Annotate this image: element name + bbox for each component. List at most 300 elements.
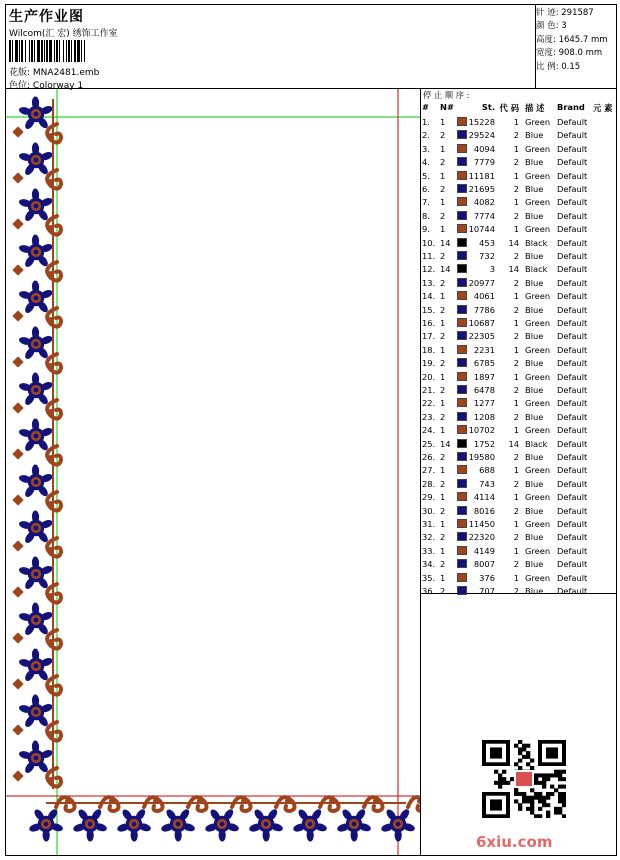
accent-diamond (12, 632, 23, 643)
scroll-curl (47, 584, 61, 603)
row-brand: Default (557, 251, 588, 261)
row-stitches: 707 (479, 586, 495, 596)
row-needle: 1 (440, 143, 446, 154)
qr-module (554, 773, 558, 777)
row-stitches: 732 (479, 251, 495, 261)
row-needle: 1 (440, 224, 446, 235)
color-swatch (457, 130, 467, 139)
row-needle: 2 (440, 586, 446, 596)
qr-finder-core (490, 799, 502, 810)
file-label: 花版: (9, 68, 31, 78)
row-needle: 1 (440, 545, 446, 556)
row-code: 2 (513, 304, 519, 315)
sequence-row (421, 451, 617, 464)
row-code: 14 (508, 264, 519, 275)
design-width: 宽度: 908.0 mm (536, 48, 603, 59)
qr-module (526, 744, 530, 748)
scroll-curl (47, 722, 61, 741)
scroll-curl (47, 538, 61, 557)
row-number: 30. (422, 505, 436, 516)
row-code: 2 (513, 478, 519, 489)
row-needle: 2 (440, 358, 446, 369)
row-number: 29. (422, 492, 436, 503)
row-code: 1 (513, 170, 519, 181)
row-code: 2 (513, 130, 519, 141)
row-number: 2. (422, 130, 430, 141)
row-code: 1 (513, 117, 519, 127)
qr-module (530, 803, 534, 807)
row-code: 2 (513, 452, 519, 462)
row-number: 24. (422, 425, 436, 436)
row-description: Green (525, 318, 551, 328)
row-brand: Default (557, 465, 588, 476)
color-swatch (457, 144, 467, 153)
row-brand: Default (557, 438, 588, 449)
rosette-center (34, 388, 39, 393)
row-code: 1 (513, 318, 519, 328)
qr-module (554, 807, 558, 811)
qr-module (554, 770, 558, 774)
row-needle: 1 (440, 519, 446, 529)
row-stitches: 4094 (473, 143, 495, 154)
header-brand: Brand (557, 102, 585, 112)
accent-diamond (12, 356, 23, 367)
qr-module (506, 781, 510, 785)
row-brand: Default (557, 304, 588, 315)
color-swatch (457, 264, 467, 273)
accent-diamond (12, 172, 23, 183)
row-brand: Default (557, 505, 588, 516)
row-code: 14 (508, 237, 519, 248)
row-stitches: 1277 (473, 398, 495, 409)
qr-module (526, 796, 530, 800)
stop-sequence-title: 停 止 顺 序 : (423, 90, 470, 100)
stitch-count: 针 迹: 291587 (536, 8, 594, 18)
row-stitches: 10744 (468, 224, 495, 235)
row-stitches: 8016 (473, 505, 495, 516)
color-swatch (457, 345, 467, 354)
sequence-row (421, 277, 617, 290)
sequence-row (421, 210, 617, 223)
qr-module (514, 788, 518, 792)
row-brand: Default (557, 371, 588, 382)
color-swatch (457, 412, 467, 421)
scroll-curl (188, 797, 207, 811)
qr-module (546, 803, 550, 807)
row-description: Blue (525, 331, 544, 342)
qr-module (502, 781, 506, 785)
rosette-center (34, 618, 39, 623)
accent-diamond (12, 540, 23, 551)
row-needle: 14 (440, 438, 451, 449)
design-info (534, 5, 616, 89)
qr-module (558, 770, 562, 774)
sheet-title: 生产作业图 (9, 9, 84, 25)
qr-module (542, 796, 546, 800)
row-code: 2 (513, 385, 519, 395)
row-description: Green (525, 291, 551, 302)
row-brand: Default (557, 197, 588, 208)
row-number: 15. (422, 304, 436, 315)
color-swatch (457, 117, 467, 126)
row-number: 9. (422, 224, 430, 235)
qr-module (562, 799, 566, 803)
row-stitches: 1752 (473, 438, 495, 449)
row-stitches: 376 (479, 572, 495, 583)
row-number: 1. (422, 117, 430, 127)
qr-module (542, 781, 546, 785)
row-brand: Default (557, 331, 588, 342)
row-number: 6. (422, 184, 430, 194)
sequence-row (421, 491, 617, 504)
sequence-row (421, 464, 617, 477)
row-description: Green (525, 572, 551, 583)
qr-module (498, 781, 502, 785)
color-swatch (457, 465, 467, 474)
row-brand: Default (557, 130, 588, 141)
rosette-center (88, 822, 93, 827)
row-description: Blue (525, 130, 544, 141)
qr-module (522, 747, 526, 751)
row-number: 3. (422, 143, 430, 154)
row-needle: 14 (440, 237, 451, 248)
colorway-label: 色位: (9, 81, 31, 91)
row-needle: 2 (440, 452, 446, 462)
qr-module (546, 796, 550, 800)
qr-module (526, 762, 530, 766)
accent-diamond (12, 448, 23, 459)
row-brand: Default (557, 143, 588, 154)
row-number: 17. (422, 331, 436, 342)
row-needle: 1 (440, 291, 446, 302)
row-stitches: 10702 (468, 425, 495, 436)
color-swatch (457, 479, 467, 488)
row-brand: Default (557, 545, 588, 556)
qr-module (518, 792, 522, 796)
qr-module (518, 807, 522, 811)
row-number: 25. (422, 438, 436, 449)
rosette-center (176, 822, 181, 827)
scroll-curl (47, 492, 61, 511)
qr-module (522, 792, 526, 796)
row-brand: Default (557, 117, 588, 127)
color-swatch (457, 559, 467, 568)
row-code: 2 (513, 411, 519, 422)
scroll-curl (364, 797, 383, 811)
color-swatch (457, 184, 467, 193)
scroll-curl (47, 400, 61, 419)
qr-module (558, 811, 562, 815)
row-code: 2 (513, 331, 519, 342)
qr-module (514, 762, 518, 766)
row-description: Green (525, 545, 551, 556)
qr-module (530, 788, 534, 792)
rosette-center (308, 822, 313, 827)
row-number: 26. (422, 452, 436, 462)
header-description: 描 述 (525, 103, 545, 113)
row-code: 1 (513, 545, 519, 556)
rosette-center (352, 822, 357, 827)
file-name: MNA2481.emb (32, 68, 100, 78)
row-brand: Default (557, 452, 588, 462)
color-swatch (457, 532, 467, 541)
design-height: 高度: 1645.7 mm (536, 34, 608, 45)
row-number: 7. (422, 197, 430, 208)
row-brand: Default (557, 478, 588, 489)
scroll-curl (320, 797, 339, 811)
qr-module (562, 792, 566, 796)
production-sheet (5, 4, 617, 856)
row-needle: 14 (440, 264, 451, 275)
color-swatch (457, 492, 467, 501)
row-needle: 1 (440, 197, 446, 208)
qr-module (518, 766, 522, 770)
file-name-line (9, 65, 99, 78)
row-description: Blue (525, 210, 544, 221)
qr-module (558, 799, 562, 803)
row-description: Green (525, 371, 551, 382)
rosette-center (34, 710, 39, 715)
sequence-row (421, 478, 617, 491)
qr-module (530, 811, 534, 815)
sequence-row (421, 156, 617, 169)
qr-module (518, 759, 522, 763)
row-brand: Default (557, 277, 588, 288)
qr-module (542, 773, 546, 777)
row-number: 22. (422, 398, 436, 409)
row-brand: Default (557, 224, 588, 235)
color-swatch (457, 211, 467, 220)
row-stitches: 1208 (473, 411, 495, 422)
rosette-center (34, 664, 39, 669)
qr-module (518, 740, 522, 744)
accent-diamond (12, 724, 23, 735)
qr-module (502, 777, 506, 781)
row-description: Blue (525, 452, 544, 462)
row-brand: Default (557, 586, 588, 596)
row-description: Blue (525, 411, 544, 422)
row-code: 2 (513, 210, 519, 221)
row-stitches: 8007 (473, 559, 495, 570)
qr-module (534, 777, 538, 781)
qr-module (558, 785, 562, 789)
row-code: 2 (513, 559, 519, 570)
qr-module (518, 751, 522, 755)
row-needle: 1 (440, 465, 446, 476)
qr-module (562, 770, 566, 774)
sequence-row (421, 143, 617, 156)
qr-module (534, 781, 538, 785)
barcode (9, 40, 147, 62)
qr-module (498, 777, 502, 781)
rosette-center (34, 756, 39, 761)
scroll-curl (47, 354, 61, 373)
row-code: 1 (513, 425, 519, 436)
qr-module (562, 796, 566, 800)
row-needle: 2 (440, 210, 446, 221)
row-description: Blue (525, 559, 544, 570)
row-needle: 1 (440, 492, 446, 503)
row-number: 10. (422, 237, 436, 248)
row-brand: Default (557, 237, 588, 248)
sequence-row (421, 411, 617, 424)
row-description: Green (525, 344, 551, 355)
design-scale: 比 例: 0.15 (536, 61, 581, 72)
row-code: 1 (513, 572, 519, 583)
row-needle: 2 (440, 251, 446, 261)
row-number: 4. (422, 157, 430, 168)
row-description: Blue (525, 505, 544, 516)
rosette-center (34, 434, 39, 439)
qr-module (550, 773, 554, 777)
scroll-curl (276, 797, 295, 811)
row-description: Green (525, 398, 551, 409)
qr-module (522, 799, 526, 803)
sequence-row (421, 129, 617, 142)
row-stitches: 1897 (473, 371, 495, 382)
qr-module (494, 770, 498, 774)
row-description: Black (525, 237, 548, 248)
row-number: 19. (422, 358, 436, 369)
qr-module (546, 777, 550, 781)
scroll-curl (47, 768, 61, 787)
color-swatch (457, 251, 467, 260)
row-needle: 1 (440, 572, 446, 583)
sequence-row (421, 223, 617, 236)
row-number: 12. (422, 264, 436, 275)
row-stitches: 22305 (468, 331, 495, 342)
row-stitches: 6478 (473, 385, 495, 395)
rosette-center (34, 250, 39, 255)
row-needle: 1 (440, 425, 446, 436)
row-description: Blue (525, 277, 544, 288)
qr-module (514, 799, 518, 803)
sequence-table-header (421, 102, 617, 114)
row-number: 13. (422, 277, 436, 288)
qr-module (538, 781, 542, 785)
rosette-center (34, 526, 39, 531)
row-stitches: 7786 (473, 304, 495, 315)
qr-module (546, 792, 550, 796)
qr-module (562, 777, 566, 781)
qr-module (550, 785, 554, 789)
row-description: Green (525, 465, 551, 476)
color-swatch (457, 305, 467, 314)
row-number: 34. (422, 559, 436, 570)
header-element: 元 素 (593, 103, 613, 113)
row-code: 1 (513, 344, 519, 355)
sequence-row (421, 505, 617, 518)
scroll-curl (232, 797, 251, 811)
row-description: Green (525, 224, 551, 235)
row-number: 31. (422, 519, 436, 529)
qr-module (518, 747, 522, 751)
sequence-row (421, 371, 617, 384)
row-stitches: 4149 (473, 545, 495, 556)
qr-finder-core (546, 747, 558, 758)
rosette-center (34, 112, 39, 117)
color-swatch (457, 318, 467, 327)
color-swatch (457, 452, 467, 461)
row-code: 1 (513, 398, 519, 409)
row-stitches: 20977 (468, 277, 495, 288)
qr-module (534, 792, 538, 796)
row-number: 28. (422, 478, 436, 489)
qr-module (562, 785, 566, 789)
embroidery-design-preview (6, 89, 420, 855)
row-number: 21. (422, 385, 436, 395)
rosette-center (34, 480, 39, 485)
row-number: 11. (422, 251, 436, 261)
scroll-curl (47, 262, 61, 281)
row-stitches: 6785 (473, 358, 495, 369)
sequence-row (421, 290, 617, 303)
row-description: Green (525, 492, 551, 503)
row-code: 2 (513, 532, 519, 543)
row-needle: 1 (440, 170, 446, 181)
row-stitches: 7774 (473, 210, 495, 221)
qr-module (510, 777, 514, 781)
sequence-row (421, 572, 617, 585)
accent-diamond (12, 770, 23, 781)
row-needle: 2 (440, 304, 446, 315)
row-brand: Default (557, 318, 588, 328)
row-stitches: 11450 (468, 519, 495, 529)
row-number: 23. (422, 411, 436, 422)
qr-module (526, 807, 530, 811)
qr-module (538, 796, 542, 800)
sequence-row (421, 397, 617, 410)
row-code: 2 (513, 184, 519, 194)
scroll-curl (47, 308, 61, 327)
row-brand: Default (557, 492, 588, 503)
row-stitches: 11181 (468, 170, 495, 181)
accent-diamond (12, 126, 23, 137)
accent-diamond (12, 264, 23, 275)
color-swatch (457, 157, 467, 166)
row-needle: 1 (440, 318, 446, 328)
row-stitches: 4061 (473, 291, 495, 302)
qr-code (482, 740, 566, 818)
color-swatch (457, 398, 467, 407)
row-number: 8. (422, 210, 430, 221)
row-brand: Default (557, 532, 588, 543)
row-stitches: 688 (479, 465, 495, 476)
row-needle: 2 (440, 157, 446, 168)
row-code: 14 (508, 438, 519, 449)
scroll-curl (47, 216, 61, 235)
qr-module (518, 803, 522, 807)
sequence-row (421, 330, 617, 343)
color-swatch (457, 546, 467, 555)
row-code: 2 (513, 251, 519, 261)
row-code: 1 (513, 492, 519, 503)
row-needle: 2 (440, 331, 446, 342)
header-stitches: St. (481, 102, 495, 112)
row-code: 1 (513, 291, 519, 302)
row-number: 20. (422, 371, 436, 382)
row-brand: Default (557, 572, 588, 583)
qr-module (538, 773, 542, 777)
row-stitches: 2231 (473, 344, 495, 355)
scroll-curl (100, 797, 119, 811)
row-needle: 2 (440, 130, 446, 141)
color-swatch (457, 171, 467, 180)
row-number: 33. (422, 545, 436, 556)
sequence-row (421, 170, 617, 183)
scroll-curl (47, 170, 61, 189)
sequence-row (421, 344, 617, 357)
